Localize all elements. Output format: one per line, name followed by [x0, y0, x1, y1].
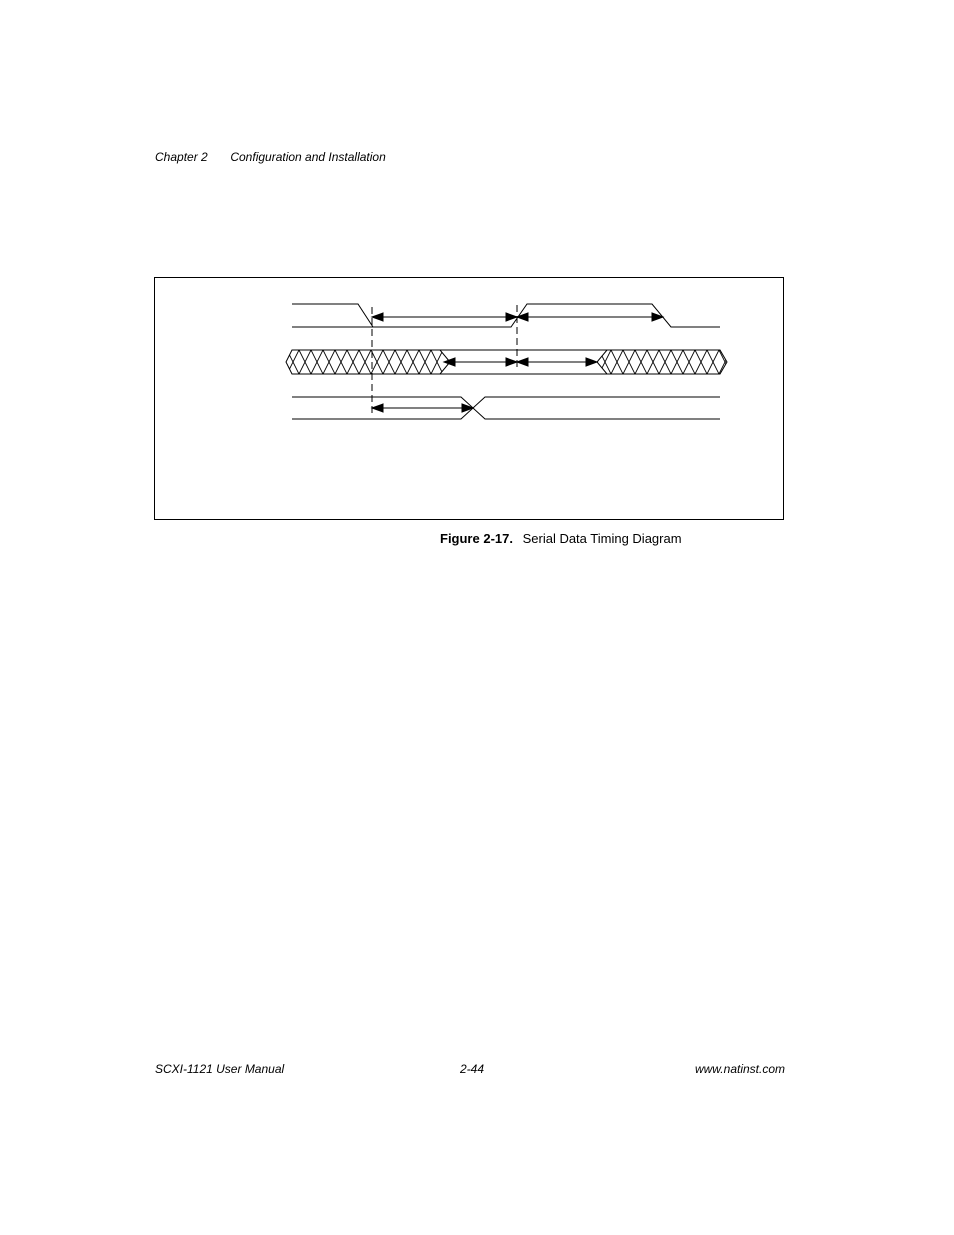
timing-diagram [155, 278, 785, 521]
figure-caption [440, 531, 682, 546]
signal-row-3 [292, 397, 720, 419]
footer-website: www.natinst.com [694, 1062, 785, 1076]
figure-number: Figure 2-17. [440, 531, 513, 546]
signal-3-lower [292, 408, 720, 419]
section-label: Configuration and Installation [230, 150, 386, 164]
footer-manual-title: SCXI-1121 User Manual [155, 1062, 285, 1076]
timing-diagram-frame [154, 277, 784, 520]
chapter-label: Chapter 2 [155, 150, 208, 164]
data-invalid-region-right [597, 350, 727, 374]
footer-page-number: 2-44 [460, 1062, 485, 1076]
data-invalid-region-left [286, 350, 450, 374]
figure-title: Serial Data Timing Diagram [522, 531, 682, 546]
signal-3-upper [292, 397, 720, 408]
page-header [155, 150, 386, 164]
